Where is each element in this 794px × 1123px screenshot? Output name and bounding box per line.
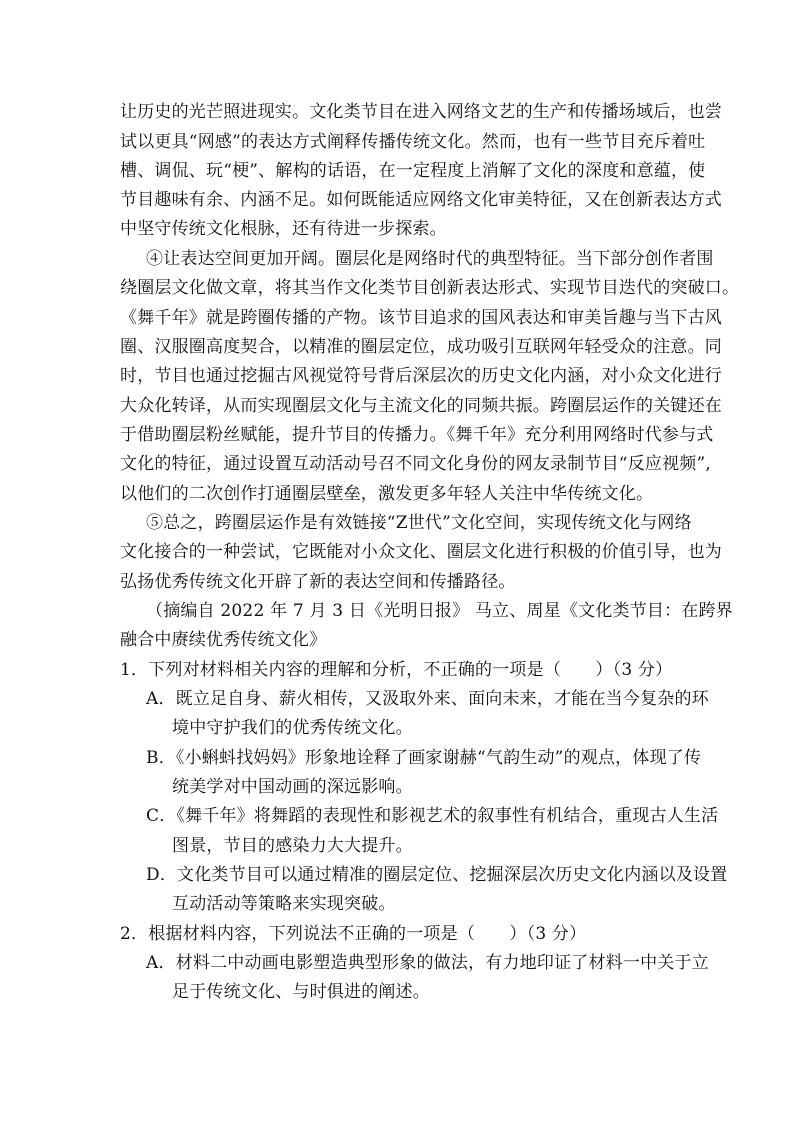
- question-1-option-d: D．文化类节目可以通过精准的圈层定位、挖掘深层次历史文化内涵以及设置: [146, 865, 728, 885]
- paragraph-4-line: 圈、汉服圈高度契合，以精准的圈层定位，成功吸引互联网年轻受众的注意。同: [120, 337, 722, 357]
- source-citation: （摘编自 2022 年 7 月 3 日《光明日报》 马立、周星《文化类节目：在跨界: [146, 601, 733, 621]
- paragraph-5-line: 文化接合的一种尝试，它既能对小众文化、圈层文化进行积极的价值引导，也为: [120, 542, 722, 562]
- paragraph-5-line: ⑤总之，跨圈层运作是有效链接“Z世代”文化空间，实现传统文化与网络: [146, 513, 692, 533]
- question-1-option-a: 境中守护我们的优秀传统文化。: [172, 718, 413, 738]
- paragraph-4-line: 以他们的二次创作打通圈层壁垒，激发更多年轻人关注中华传统文化。: [120, 484, 654, 504]
- question-1-option-c: 图景，节目的感染力大大提升。: [172, 836, 413, 856]
- question-1-option-c: C．《舞千年》将舞蹈的表现性和影视艺术的叙事性有机结合，重现古人生活: [146, 806, 719, 826]
- question-1-option-d: 互动活动等策略来实现突破。: [172, 894, 396, 914]
- question-2-option-a: A．材料二中动画电影塑造典型形象的做法，有力地印证了材料一中关于立: [146, 953, 709, 973]
- question-1-option-b: B．《小蝌蚪找妈妈》形象地诠释了画家谢赫“气韵生动”的观点，体现了传: [146, 748, 702, 768]
- paragraph-5-line: 弘扬优秀传统文化开辟了新的表达空间和传播路径。: [120, 572, 516, 592]
- question-1-stem: 1．下列对材料相关内容的理解和分析，不正确的一项是（ ）（3 分）: [120, 660, 673, 680]
- paragraph-line: 让历史的光芒照进现实。文化类节目在进入网络文艺的生产和传播场域后，也尝: [120, 102, 722, 122]
- question-1-option-a: A．既立足自身、薪火相传，又汲取外来、面向未来，才能在当今复杂的环: [146, 689, 709, 709]
- paragraph-line: 槽、调侃、玩“梗”、解构的话语，在一定程度上消解了文化的深度和意蕴，使: [120, 161, 706, 181]
- paragraph-4-line: 于借助圈层粉丝赋能，提升节目的传播力。《舞千年》充分利用网络时代参与式: [120, 425, 714, 445]
- paragraph-line: 中坚守传统文化根脉，还有待进一步探索。: [120, 219, 447, 239]
- paragraph-4-line: 绕圈层文化做文章，将其当作文化类节目创新表达形式、实现节目迭代的突破口。: [120, 278, 740, 298]
- question-2-option-a: 足于传统文化、与时俱进的阐述。: [172, 982, 430, 1002]
- paragraph-4-line: 《舞千年》就是跨圈传播的产物。该节目追求的国风表达和审美旨趣与当下古风: [120, 308, 722, 328]
- question-1-option-b: 统美学对中国动画的深远影响。: [172, 777, 413, 797]
- question-2-stem: 2．根据材料内容，下列说法不正确的一项是（ ）（3 分）: [120, 924, 587, 944]
- paragraph-4-line: 时，节目也通过挖掘古风视觉符号背后深层次的历史文化内涵，对小众文化进行: [120, 366, 722, 386]
- source-citation: 融合中赓续优秀传统文化》: [120, 630, 327, 650]
- paragraph-4-line: 文化的特征，通过设置互动活动号召不同文化身份的网友录制节目“反应视频”,: [120, 454, 711, 474]
- paragraph-line: 试以更具“网感”的表达方式阐释传播传统文化。然而，也有一些节目充斥着吐: [120, 132, 706, 152]
- paragraph-4-line: 大众化转译，从而实现圈层文化与主流文化的同频共振。跨圈层运作的关键还在: [120, 396, 722, 416]
- paragraph-4-line: ④让表达空间更加开阔。圈层化是网络时代的典型特征。当下部分创作者围: [146, 249, 714, 269]
- paragraph-line: 节目趣味有余、内涵不足。如何既能适应网络文化审美特征，又在创新表达方式: [120, 190, 722, 210]
